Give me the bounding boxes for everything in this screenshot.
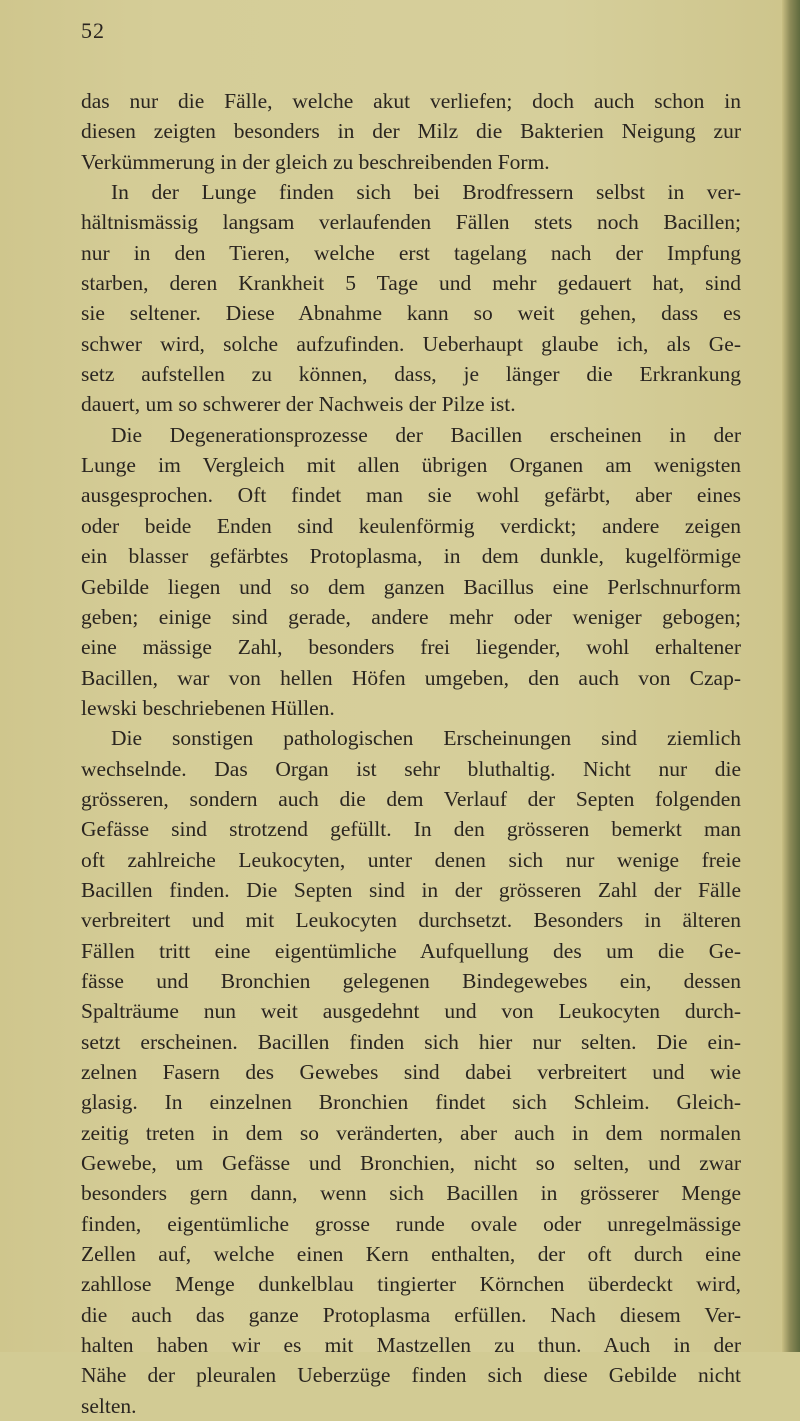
text-line: ein blasser gefärbtes Protoplasma, in dem dunkle, kugelförmige bbox=[81, 544, 741, 569]
text-line: zelnen Fasern des Gewebes sind dabei verbreitert und wie bbox=[81, 1060, 741, 1084]
text-line: Spalträume nun weit ausgedehnt und von Leukocyten durch- bbox=[81, 999, 741, 1024]
page-number: 52 bbox=[81, 18, 105, 43]
text-line: Lunge im Vergleich mit allen übrigen Organen am wenigsten bbox=[81, 453, 741, 478]
text-line: glasig. In einzelnen Bronchien findet sich Schleim. Gleich- bbox=[81, 1090, 741, 1115]
text-line: selten. bbox=[81, 1393, 137, 1418]
text-line: Bacillen finden. Die Septen sind in der grösseren Zahl der Fälle bbox=[81, 877, 741, 902]
text-line: Die sonstigen pathologischen Erscheinungen sind ziemlich bbox=[111, 726, 741, 751]
text-line: wechselnde. Das Organ ist sehr bluthaltig. Nicht nur die bbox=[81, 756, 741, 781]
text-line: grösseren, sondern auch die dem Verlauf der Septen folgenden bbox=[81, 786, 741, 811]
text-line: Fällen tritt eine eigentümliche Aufquellung des um die Ge- bbox=[81, 938, 741, 963]
page-edge bbox=[782, 0, 800, 1352]
text-line: sie seltener. Diese Abnahme kann so weit gehen, dass es bbox=[81, 301, 741, 326]
text-line: Die Degenerationsprozesse der Bacillen erscheinen in der bbox=[111, 422, 741, 447]
text-line: In der Lunge finden sich bei Brodfressern selbst in ver- bbox=[111, 180, 741, 205]
text-line: schwer wird, solche aufzufinden. Ueberhaupt glaube ich, als Ge- bbox=[81, 331, 741, 356]
text-line: geben; einige sind gerade, andere mehr oder weniger gebogen; bbox=[81, 604, 741, 629]
text-line: Gebilde liegen und so dem ganzen Bacillus eine Perlschnurform bbox=[81, 574, 741, 599]
text-line: oft zahlreiche Leukocyten, unter denen sich nur wenige freie bbox=[81, 847, 741, 872]
body-text bbox=[81, 86, 741, 1421]
text-line: starben, deren Krankheit 5 Tage und mehr gedauert hat, sind bbox=[81, 271, 741, 296]
text-line: lewski beschriebenen Hüllen. bbox=[81, 695, 335, 720]
text-line: verbreitert und mit Leukocyten durchsetzt. Besonders in älteren bbox=[81, 908, 741, 933]
text-line: zahllose Menge dunkelblau tingierter Körnchen überdeckt wird, bbox=[81, 1272, 741, 1297]
text-line: Bacillen, war von hellen Höfen umgeben, den auch von Czap- bbox=[81, 665, 741, 690]
text-line: Gefässe sind strotzend gefüllt. In den grösseren bemerkt man bbox=[81, 817, 741, 842]
text-line: Nähe der pleuralen Ueberzüge finden sich diese Gebilde nicht bbox=[81, 1363, 741, 1388]
text-line: das nur die Fälle, welche akut verliefen; doch auch schon in bbox=[81, 89, 741, 113]
text-line: eine mässige Zahl, besonders frei liegender, wohl erhaltener bbox=[81, 635, 741, 660]
text-line: ausgesprochen. Oft findet man sie wohl gefärbt, aber eines bbox=[81, 483, 741, 508]
text-line: Zellen auf, welche einen Kern enthalten, der oft durch eine bbox=[81, 1242, 741, 1267]
text-line: Verkümmerung in der gleich zu beschreibenden Form. bbox=[81, 149, 550, 174]
text-line: besonders gern dann, wenn sich Bacillen in grösserer Menge bbox=[81, 1181, 741, 1206]
text-line: hältnismässig langsam verlaufenden Fällen stets noch Bacillen; bbox=[81, 210, 741, 235]
text-line: setz aufstellen zu können, dass, je länger die Erkrankung bbox=[81, 362, 741, 387]
text-line: zeitig treten in dem so veränderten, aber auch in dem normalen bbox=[81, 1120, 741, 1145]
text-line: die auch das ganze Protoplasma erfüllen. Nach diesem Ver- bbox=[81, 1302, 741, 1327]
text-line: Gewebe, um Gefässe und Bronchien, nicht so selten, und zwar bbox=[81, 1151, 741, 1176]
text-line: oder beide Enden sind keulenförmig verdickt; andere zeigen bbox=[81, 513, 741, 538]
text-line: setzt erscheinen. Bacillen finden sich hier nur selten. Die ein- bbox=[81, 1029, 741, 1054]
text-line: nur in den Tieren, welche erst tagelang nach der Impfung bbox=[81, 240, 741, 265]
text-line: fässe und Bronchien gelegenen Bindegewebes ein, dessen bbox=[81, 968, 741, 993]
text-line: dauert, um so schwerer der Nachweis der Pilze ist. bbox=[81, 392, 516, 417]
text-line: halten haben wir es mit Mastzellen zu thun. Auch in der bbox=[81, 1333, 741, 1358]
text-line: diesen zeigten besonders in der Milz die Bakterien Neigung zur bbox=[81, 119, 741, 144]
text-line: finden, eigentümliche grosse runde ovale oder unregelmässige bbox=[81, 1211, 741, 1236]
